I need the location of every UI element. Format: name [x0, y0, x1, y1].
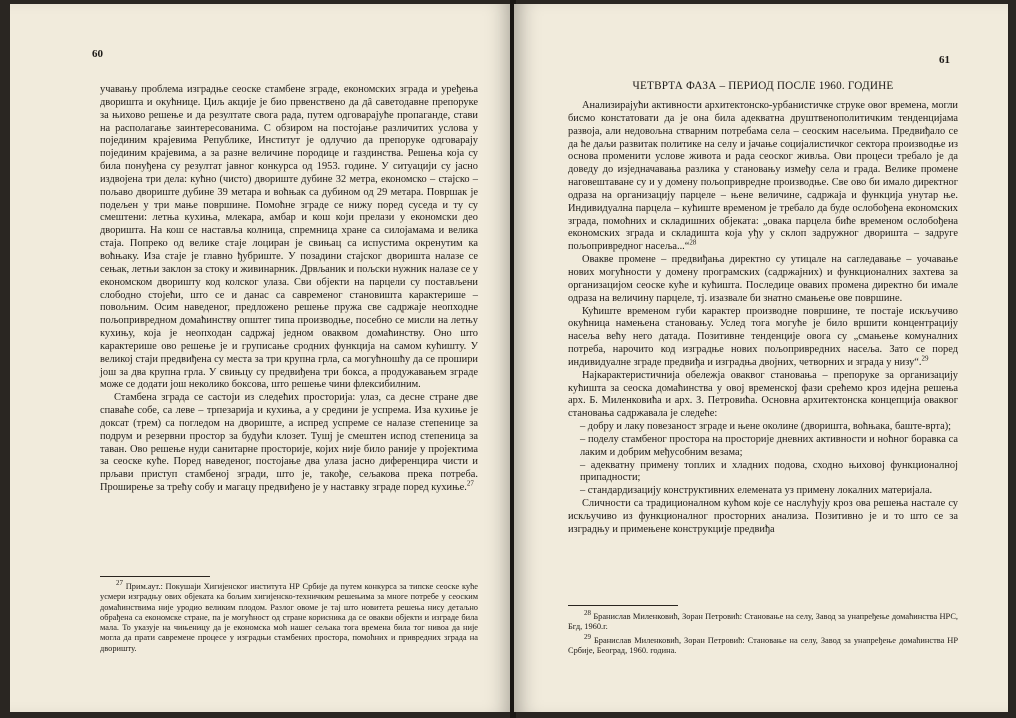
- footnotes: [568, 609, 959, 659]
- paragraph: Најкарактеристичнија обележја оваквог становања – препоруке за организацију кућишта за сеоска домаћинства у овој временској фази срећемо кроз идејна решења арх. Б. Миленковића и арх. З. Петровића. Основна архитектонска концепција оваквог становања садржавала је следеће:: [568, 369, 958, 420]
- paragraph: Овакве промене – предвиђања директно су утицале на сагледавање – уочавање нових могућности у домену програмских (садржајних) и функционалних захтева за организацијом сеоске куће и кућишта. Последице овавих промена директно би имале одраза на величину парцеле, тј. изазвале би знатно смањење ове површине.: [568, 254, 958, 304]
- footnote: [568, 609, 959, 633]
- footnote-rule: [568, 605, 678, 606]
- paragraph: Сличности са традиционалном кућом које се наслућују кроз ова решења настале су искључиво из функционалног просторних анализа. Позитивно је и то што се за изградњу и примењене конструкције предвиђа: [568, 498, 958, 535]
- footnote-marker: 28: [689, 238, 697, 247]
- left-page: [10, 4, 512, 712]
- footnote-number: 27: [116, 579, 123, 588]
- footnote-marker: 29: [921, 354, 929, 363]
- footnote-number: 28: [584, 609, 591, 618]
- footnote-rule: [100, 576, 210, 577]
- paragraph: учавању проблема изградње сеоске стамбене зграде, економских зграда и уређења дворишта и окућнице. Циљ акције је био првенствено да дâ саветодавне препоруке за њихово решење и да резултате свога рада, путем одговарајуће пропаганде, стави на располагање заинтересованима. С обзиром на постојање различитих услова у појединим крајевима Републике, Институт је одлучио да препоруке одговарају појединим крајевима, а за разне величине породице и газдинства. Решења која су била понуђена су резултат јавног конкурса од 1953. године. У ситуацији су јасно издвојена три дела: кућно (чисто) двориште дубине 32 метра, економско – стајско – пољаво двориште дубине 39 метара и воћњак са дубином од 29 метара. Површак је подељен у три мање површине. Помоћне зграде се нижу поред суседа и ту су смештени: летња кухиња, млекара, амбар и кош који прелази у економски део дворишта. На кош се наставља колница, спремница хране са силојамама и велика стаја. Попреко од велике стаје лоциран је свињац са испустима окренутим ка воћњаку. Иза стаје је главно ђубриште. У позадини стајског дворишта налазе се сењак, летњи заклон за стоку и живинарник. Дрвљаник и пољски нужник налазе се у економском дворишту код колског улаза. Сви објекти на парцели су постављени слободно стојећи, што се и данас са савременог становишта карактерише – повољним. Осим наведеног, предложено решење пружа све садржаје неопходне пољопривредном домаћинству општег типа производње, посебно се мисли на летњу кухињу, која је неопходан садржај једном оваквом домаћинству. Оно што карактерише ово решење је и груписање сродних функција на самом кућишту. У великој стаји предвиђена су места за три крупна грла, са могућношћу да се прошири још за два крупна грла. У свињцу су предвиђена три бокса, а продужавањем зграде може се додати још неколико боксова, што решење чини флексибилним.: [100, 84, 478, 391]
- list-item: – стандардизацију конструктивних елемената уз примену локалних материјала.: [580, 485, 933, 497]
- footnote-text: Бранислав Миленковић, Зоран Петровић: Становање на селу, Завод за унапређење домаћинства НРС, Бгд, 1960.г.: [568, 612, 959, 632]
- right-page: [514, 4, 1008, 712]
- footnote: [100, 579, 478, 654]
- body-text: [568, 100, 958, 537]
- footnote-number: 29: [584, 632, 591, 641]
- paragraph-text: Стамбена зграда се састоји из следећих просторија: улаз, са десне стране две спаваће собе, са леве – трпезарија и кухиња, а у средини је успрема. Иза кухиње је доксат (трем) са погледом на двориште, а испред успреме се налазе степенице за подрум и резервни простор за будући клозет. Тушј је смештен испод степеница за таван. Ово решење нуди санитарне просторије, којих није било раније у пројектима за сеоске куће. Поред наведеног, постојање два улаза јасно диференцира чисти и прљави приступ стамбеној згради, што је, такође, сељакова прека потреба. Проширење за трећу собу и магацу предвиђено је у наставку зграде поред кухиње.: [100, 392, 478, 494]
- section-heading: ЧЕТВРТА ФАЗА – ПЕРИОД ПОСЛЕ 1960. ГОДИНЕ: [632, 80, 894, 92]
- page-number: 60: [92, 48, 103, 60]
- paragraph-text: Анализирајући активности архитектонско-урбанистичке струке овог времена, могли бисмо констатовати да је она била адекватна друштвенополитичким тенденцијама развоја, али недовољна стварним потребама села – сеоским насељима. Предвиђало се да ће даљи развитак политике на селу и јачање социјалистичког сектора производње из основа променити услове живота и рада сеоског живља. Ови процеси требало је да доведу до изједначавања разлика у становању између села и града. Велике промене наговештаване су и у домену пољопривредне производње. Све ово би имало директног одраза на организацију парцеле – њене величине, садржаја и функција унутар ње. Индивидуална парцела – кућиште временом је требало да буде ослобођена економских зграда, помоћних и складишних објеката: „овака парцела биће временом ослобођена економских зграда и складишта која уђу у склоп задружног дворишта – задруге пољопривредног насеља...“: [568, 100, 958, 253]
- list-item: – добру и лаку повезаност зграде и њене околине (дворишта, воћњака, баште-врта);: [580, 421, 952, 433]
- paragraph: [568, 100, 958, 254]
- page-number: 61: [939, 54, 950, 66]
- footnotes: [100, 579, 478, 657]
- footnote-text: Прим.аут.: Покушаји Хигијенског института НР Србије да путем конкурса за типске сеоске куће усмери изградњу ових објеката ка бољим хигијенско-техничким решењима за многе потребе у сеоским домаћинствима није уродио великим плодом. Разлог овоме је тај што новитета решења нису детаљно обрађена са економске стране, па је могућност од стране корисника да се овакви објекти и изграде била мала. То указује на чињеницу да је економска моћ нашег сељака тога времена била тог нивоа да није могла да прати савремене процесе у изградњи стамбених простора, помоћних и привредних зграда на дворишту.: [100, 582, 478, 653]
- footnote-text: Бранислав Миленковић, Зоран Петровић: Становање на селу, Завод за унапређење домаћинства НР Србије, Београд, 1960. година.: [568, 635, 959, 655]
- body-text: [100, 84, 478, 495]
- paragraph: [100, 392, 478, 495]
- paragraph: [568, 306, 958, 370]
- footnote-marker: 27: [466, 479, 474, 488]
- paragraph-text: Кућиште временом губи карактер производне површине, те постаје искључиво окућница намењена становању. Услед тога могуће је било вршити концентрацију насеља већу него датада. Позитивне тенденције овога су „смањење комуналних потреба, нарочито код изградње нових пољопривредних насеља. Зато се поред индивидуалне зграде предвиђа и изградња двојних, четворних и зграда у низу“.: [568, 305, 958, 368]
- footnote: [568, 632, 959, 657]
- list-item: – адекватну примену топлих и хладних подова, сходно њиховој функционалној припадности;: [580, 459, 958, 484]
- list-item: – поделу стамбеног простора на просторије дневних активности и ноћног боравка са лаким и добрим међусобним везама;: [580, 433, 958, 458]
